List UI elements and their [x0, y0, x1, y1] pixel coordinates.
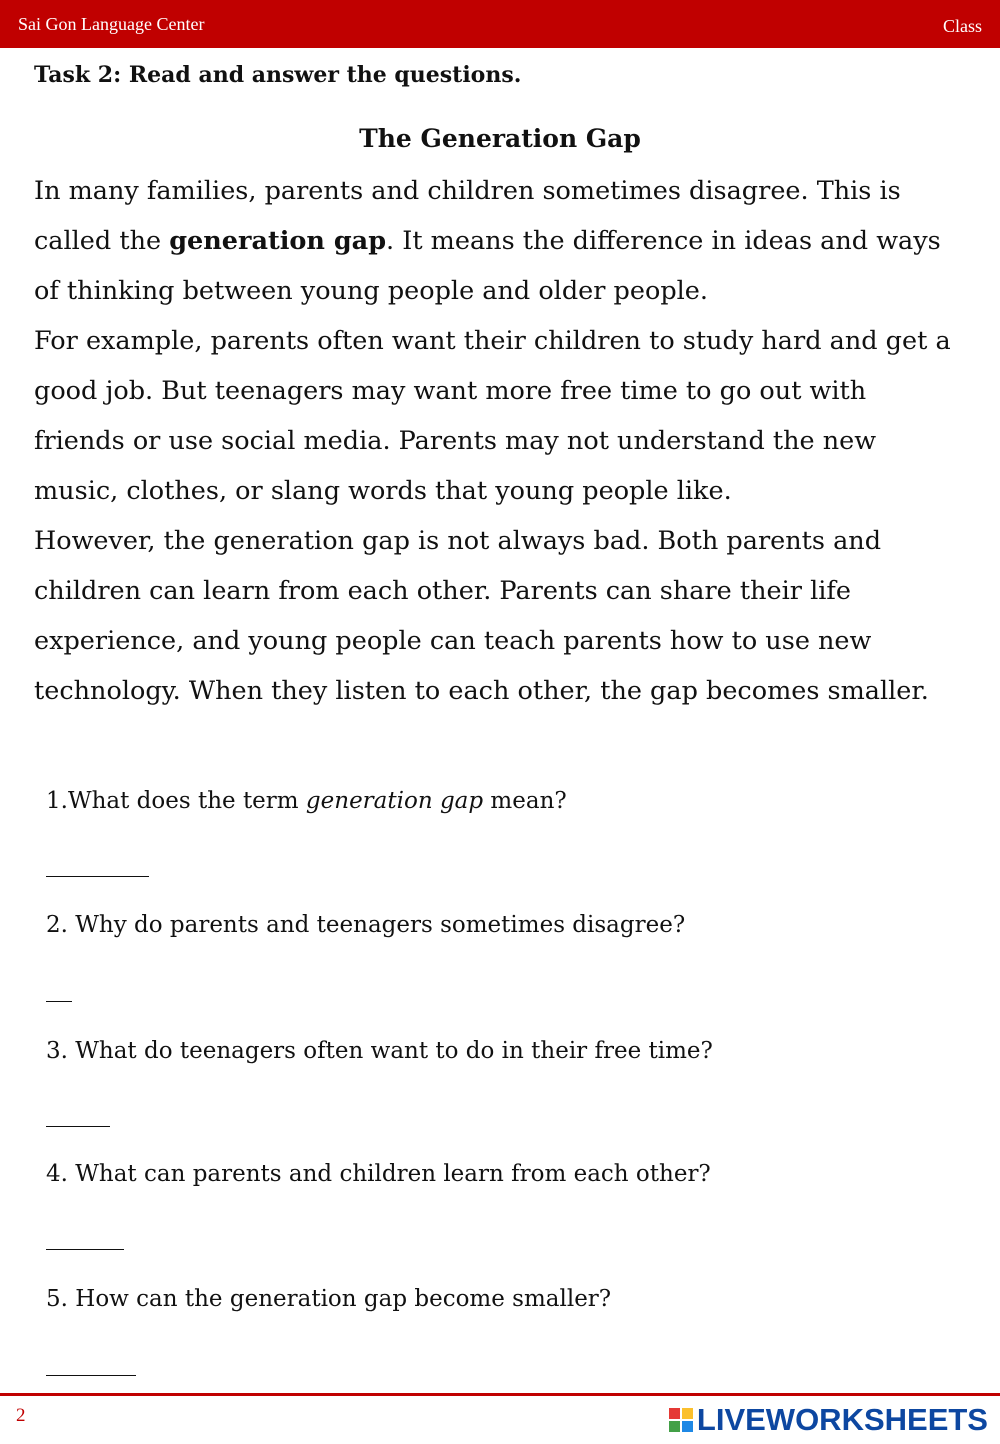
answer-line-4[interactable] — [46, 1249, 124, 1250]
question-1-text-a: 1.What does the term — [46, 788, 306, 814]
question-2: 2. Why do parents and teenagers sometimes disagree? — [46, 912, 686, 938]
reading-passage — [34, 166, 964, 716]
passage-title: The Generation Gap — [359, 124, 641, 153]
answer-line-2[interactable] — [46, 1001, 72, 1002]
paragraph-2: For example, parents often want their children to study hard and get a good job. But teenagers may want more free time to go out with friends or use social media. Parents may not understand the new music, clothes, or slang words that young people like. — [34, 326, 951, 506]
task-instruction: Task 2: Read and answer the questions. — [34, 62, 522, 88]
liveworksheets-icon — [669, 1408, 693, 1432]
page-header — [0, 0, 1000, 48]
class-label: Class — [942, 16, 982, 36]
question-1 — [46, 788, 567, 814]
paragraph-1 — [34, 166, 964, 316]
key-term: generation gap — [169, 226, 387, 256]
answer-line-1[interactable] — [46, 876, 149, 877]
question-1-text-b: mean? — [483, 788, 567, 814]
question-3: 3. What do teenagers often want to do in their free time? — [46, 1038, 713, 1064]
brand-name: LIVEWORKSHEETS — [696, 1402, 988, 1437]
footer-divider — [0, 1393, 1000, 1396]
question-5: 5. How can the generation gap become smaller? — [46, 1286, 612, 1312]
answer-line-3[interactable] — [46, 1126, 110, 1127]
question-1-term: generation gap — [305, 788, 484, 814]
paragraph-1-text-a: In many families, parents and children sometimes disagree. This is called the — [34, 176, 901, 256]
paragraph-3: However, the generation gap is not always bad. Both parents and children can learn from each other. Parents can share their life experience, and young people can teach parents how to use new technology. When they listen to each other, the gap becomes smaller. — [34, 526, 929, 706]
answer-line-5[interactable] — [46, 1375, 136, 1376]
question-4: 4. What can parents and children learn from each other? — [46, 1161, 711, 1187]
page-number: 2 — [16, 1405, 26, 1426]
paragraph-1-text-b: . It means the difference in ideas and ways of thinking between young people and older people. — [34, 226, 941, 306]
center-name: Sai Gon Language Center — [18, 14, 205, 34]
liveworksheets-logo — [669, 1400, 988, 1440]
